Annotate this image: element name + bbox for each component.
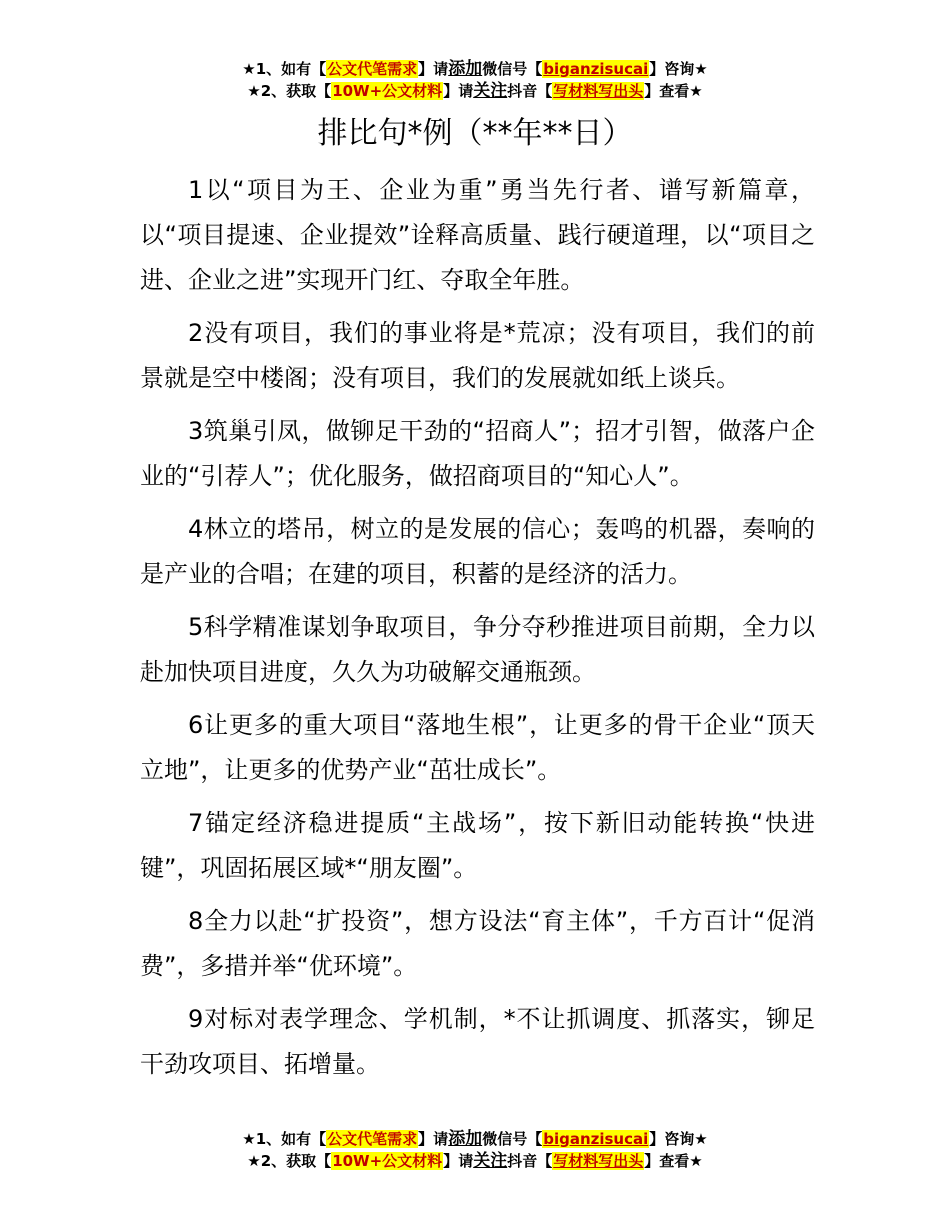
douyin-account-link[interactable]: 写材料写出头 (553, 82, 644, 100)
paragraph-7: 7锚定经济稳进提质“主战场”，按下新旧动能转换“快进键”，巩固拓展区域*“朋友圈”。 (140, 809, 815, 882)
paragraph-1: 1以“项目为王、企业为重”勇当先行者、谱写新篇章，以“项目提速、企业提效”诠释高质量、践行硬道理，以“项目之进、企业之进”实现开门红、夺取全年胜。 (140, 176, 815, 294)
banner-text: 】请 (418, 1130, 449, 1148)
douyin-account-link[interactable]: 写材料写出头 (553, 1152, 644, 1170)
banner-text: 】咨询★ (649, 1130, 708, 1148)
banner-emphasis: 添加 (448, 1129, 483, 1149)
banner-text: ★1、如有【 (242, 60, 327, 78)
banner-text: 】查看★ (644, 1152, 703, 1170)
banner-text: 】查看★ (644, 82, 703, 100)
banner-emphasis: 关注 (473, 81, 508, 101)
paragraph-8: 8全力以赴“扩投资”，想方设法“育主体”，千方百计“促消费”，多措并举“优环境”。 (140, 907, 815, 980)
highlight-service: 公文代笔需求 (327, 1130, 418, 1148)
banner-text: 抖音【 (507, 82, 553, 100)
banner-text: 微信号【 (482, 1130, 543, 1148)
banner-text: 】请 (443, 1152, 474, 1170)
wechat-id-link[interactable]: biganzisucai (543, 60, 649, 78)
footer-banner (0, 1128, 950, 1172)
banner-text: 抖音【 (507, 1152, 553, 1170)
banner-line-1 (0, 58, 950, 80)
banner-text: ★2、获取【 (247, 82, 332, 100)
banner-line-2 (0, 80, 950, 102)
paragraph-9: 9对标对表学理念、学机制，*不让抓调度、抓落实，铆足干劲攻项目、拓增量。 (140, 1005, 815, 1078)
page-title: 排比句*例（**年**日） (317, 116, 633, 151)
banner-text: 】请 (418, 60, 449, 78)
document-body (140, 168, 815, 1095)
banner-text: 】咨询★ (649, 60, 708, 78)
banner-line-2 (0, 1150, 950, 1172)
paragraph-6: 6让更多的重大项目“落地生根”，让更多的骨干企业“顶天立地”，让更多的优势产业“茁壮成长”。 (140, 711, 815, 784)
paragraph-5: 5科学精准谋划争取项目，争分夺秒推进项目前期，全力以赴加快项目进度，久久为功破解交通瓶颈。 (140, 613, 815, 686)
banner-text: 】请 (443, 82, 474, 100)
paragraph-2: 2没有项目，我们的事业将是*荒凉；没有项目，我们的前景就是空中楼阁；没有项目，我们的发展就如纸上谈兵。 (140, 319, 815, 392)
paragraph-4: 4林立的塔吊，树立的是发展的信心；轰鸣的机器，奏响的是产业的合唱；在建的项目，积蓄的是经济的活力。 (140, 515, 815, 588)
banner-line-1 (0, 1128, 950, 1150)
highlight-materials: 10W+公文材料 (332, 82, 443, 100)
banner-text: ★2、获取【 (247, 1152, 332, 1170)
banner-emphasis: 关注 (473, 1151, 508, 1171)
header-banner (0, 58, 950, 102)
banner-emphasis: 添加 (448, 59, 483, 79)
banner-text: ★1、如有【 (242, 1130, 327, 1148)
banner-text: 微信号【 (482, 60, 543, 78)
highlight-service: 公文代笔需求 (327, 60, 418, 78)
highlight-materials: 10W+公文材料 (332, 1152, 443, 1170)
wechat-id-link[interactable]: biganzisucai (543, 1130, 649, 1148)
paragraph-3: 3筑巢引凤，做铆足干劲的“招商人”；招才引智，做落户企业的“引荐人”；优化服务，做招商项目的“知心人”。 (140, 417, 815, 490)
